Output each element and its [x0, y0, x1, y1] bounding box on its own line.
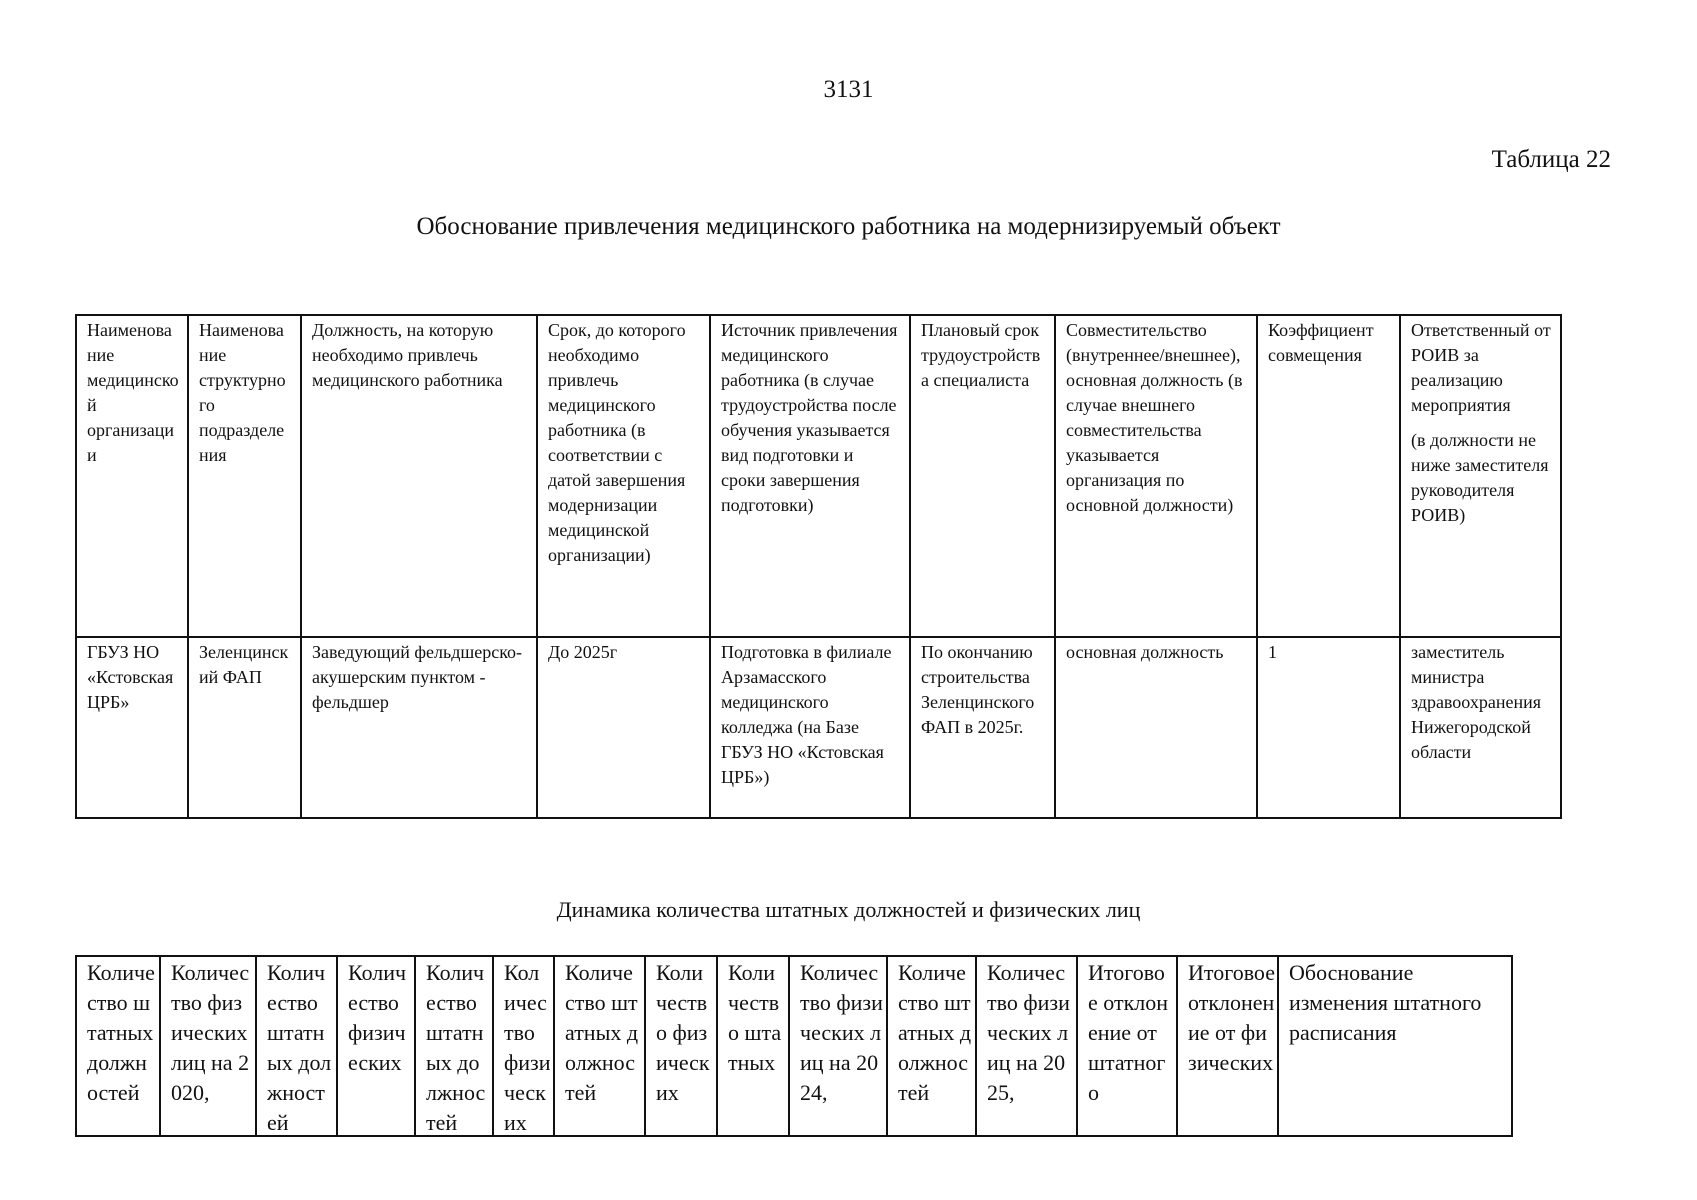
header-cell: Коэффициент совмещения — [1257, 315, 1400, 637]
header-cell — [1278, 956, 1512, 1136]
table-cell: Подготовка в филиале Арзамасского медицинского колледжа (на Базе ГБУЗ НО «Кстовская ЦРБ») — [710, 637, 910, 818]
header-cell — [789, 956, 887, 1136]
header-cell — [645, 956, 717, 1136]
header-cell — [493, 956, 554, 1136]
header-cell-text: Количество физических — [348, 960, 407, 1075]
table-cell: Заведующий фельдшерско-акушерским пунктом - фельдшер — [301, 637, 537, 818]
header-cell-text: Количество штатных должностей — [898, 960, 972, 1105]
header-cell-text: Ответственный от РОИВ за реализацию мероприятия — [1411, 320, 1551, 415]
header-cell — [717, 956, 789, 1136]
table-label: Таблица 22 — [1491, 146, 1611, 173]
staffing-justification-table — [75, 314, 1562, 819]
header-cell: Срок, до которого необходимо привлечь медицинского работника (в соответствии с датой завершения модернизации медицинской организации) — [537, 315, 710, 637]
table-header-row — [76, 315, 1561, 637]
section-subtitle: Динамика количества штатных должностей и физических лиц — [556, 897, 1141, 922]
table-cell: По окончанию строительства Зеленцинского ФАП в 2025г. — [910, 637, 1055, 818]
header-cell — [76, 956, 160, 1136]
table-header-row — [76, 956, 1512, 1136]
table-cell: 1 — [1257, 637, 1400, 818]
header-cell-text: Количество физических — [504, 960, 551, 1134]
header-cell-text: Количество штатных — [728, 960, 782, 1075]
header-cell-responsible — [1400, 315, 1561, 637]
header-cell-text: Итоговое отклонение от физических — [1188, 960, 1275, 1075]
page-number: 3131 — [823, 76, 874, 103]
table-cell: Зеленцинский ФАП — [188, 637, 301, 818]
table-cell: основная должность — [1055, 637, 1257, 818]
header-cell-text: Количество физических лиц на 2025, — [987, 960, 1070, 1105]
header-cell — [337, 956, 415, 1136]
header-cell: Наименование структурного подразделения — [188, 315, 301, 637]
header-cell — [256, 956, 337, 1136]
header-cell-text: Количество штатных должностей — [426, 960, 486, 1134]
table-cell: заместитель министра здравоохранения Нижегородской области — [1400, 637, 1561, 818]
header-cell — [976, 956, 1077, 1136]
header-cell: Должность, на которую необходимо привлечь медицинского работника — [301, 315, 537, 637]
header-cell — [415, 956, 493, 1136]
header-cell-text: Итоговое отклонение от штатного — [1088, 960, 1169, 1105]
header-cell — [554, 956, 645, 1136]
header-cell: Плановый срок трудоустройства специалиста — [910, 315, 1055, 637]
header-cell: Совместительство (внутреннее/внешнее), основная должность (в случае внешнего совместительства указывается организация по основной должности) — [1055, 315, 1257, 637]
table-cell: До 2025г — [537, 637, 710, 818]
header-cell — [1177, 956, 1278, 1136]
staffing-dynamics-table — [75, 955, 1513, 1137]
header-cell-text: Количество штатных должностей — [87, 960, 155, 1105]
header-cell — [160, 956, 256, 1136]
table-row — [76, 637, 1561, 818]
table-cell: ГБУЗ НО «Кстовская ЦРБ» — [76, 637, 188, 818]
header-cell — [1077, 956, 1177, 1136]
header-cell-text: Обоснование изменения штатного расписания — [1289, 960, 1482, 1045]
header-cell-text: Количество физических — [656, 960, 710, 1105]
header-cell-note: (в должности не ниже заместителя руководителя РОИВ) — [1411, 430, 1549, 525]
header-cell: Наименование медицинской организации — [76, 315, 188, 637]
header-cell-text: Количество физических лиц на 2020, — [171, 960, 250, 1105]
header-cell-text: Количество штатных должностей — [565, 960, 639, 1105]
document-title: Обоснование привлечения медицинского работника на модернизируемый объект — [416, 213, 1281, 240]
header-cell-text: Количество штатных должностей — [267, 960, 332, 1134]
header-cell-text: Количество физических лиц на 2024, — [800, 960, 883, 1105]
header-cell: Источник привлечения медицинского работника (в случае трудоустройства после обучения указывается вид подготовки и сроки завершения подготовки) — [710, 315, 910, 637]
header-cell — [887, 956, 976, 1136]
